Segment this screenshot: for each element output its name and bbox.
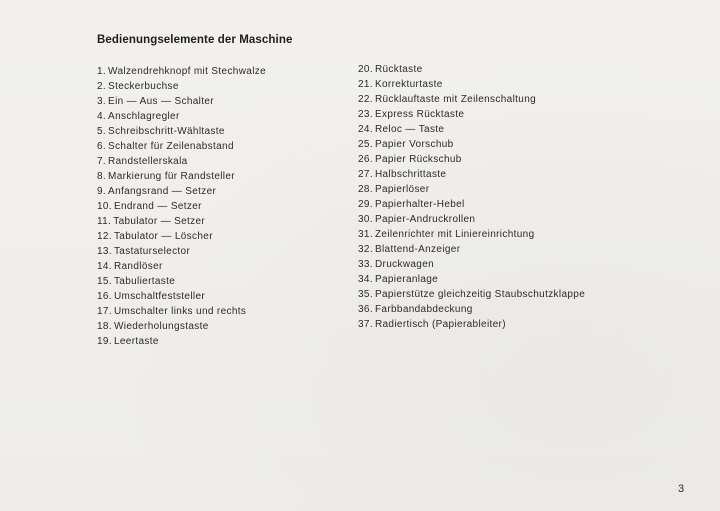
list-item <box>358 62 585 77</box>
item-number: 2. <box>97 81 107 92</box>
item-number: 21. <box>358 79 373 90</box>
list-item <box>97 259 266 274</box>
item-number: 28. <box>358 184 373 195</box>
item-number: 29. <box>358 199 373 210</box>
item-number: 26. <box>358 154 373 165</box>
controls-list-left <box>97 64 266 349</box>
item-label: Papierhalter-Hebel <box>374 199 465 210</box>
list-item <box>358 302 585 317</box>
list-item <box>97 79 266 94</box>
item-number: 13. <box>97 246 112 257</box>
item-label: Papier-Andruckrollen <box>374 214 476 225</box>
list-item <box>97 229 266 244</box>
item-number: 27. <box>358 169 373 180</box>
list-item <box>358 212 585 227</box>
list-item <box>97 214 266 229</box>
item-number: 9. <box>97 186 107 197</box>
item-number: 31. <box>358 229 373 240</box>
item-label: Blattend-Anzeiger <box>374 244 461 255</box>
list-item <box>358 122 585 137</box>
item-number: 10. <box>97 201 112 212</box>
item-label: Umschalter links und rechts <box>113 306 247 317</box>
item-label: Radiertisch (Papierableiter) <box>374 319 506 330</box>
page-heading: Bedienungselemente der Maschine <box>97 34 293 46</box>
item-label: Druckwagen <box>374 259 435 270</box>
item-number: 17. <box>97 306 112 317</box>
list-item <box>97 109 266 124</box>
item-label: Umschaltfeststeller <box>113 291 206 302</box>
item-number: 11. <box>97 216 112 227</box>
item-label: Rücklauftaste mit Zeilenschaltung <box>374 94 537 105</box>
item-number: 24. <box>358 124 373 135</box>
item-number: 35. <box>358 289 373 300</box>
page-number: 3 <box>678 483 685 495</box>
item-label: Ein — Aus — Schalter <box>108 96 214 107</box>
item-number: 14. <box>97 261 112 272</box>
item-label: Halbschrittaste <box>374 169 447 180</box>
item-number: 12. <box>97 231 112 242</box>
item-number: 1. <box>97 66 107 77</box>
list-item <box>358 227 585 242</box>
item-label: Endrand — Setzer <box>113 201 202 212</box>
item-label: Wiederholungstaste <box>113 321 209 332</box>
item-label: Leertaste <box>113 336 159 347</box>
list-item <box>97 304 266 319</box>
list-item <box>97 244 266 259</box>
item-number: 3. <box>97 96 107 107</box>
item-label: Randstellerskala <box>108 156 188 167</box>
item-number: 6. <box>97 141 107 152</box>
item-number: 7. <box>97 156 107 167</box>
item-number: 32. <box>358 244 373 255</box>
list-item <box>358 167 585 182</box>
item-number: 36. <box>358 304 373 315</box>
item-number: 16. <box>97 291 112 302</box>
item-number: 22. <box>358 94 373 105</box>
list-item <box>97 274 266 289</box>
item-number: 19. <box>97 336 112 347</box>
item-number: 33. <box>358 259 373 270</box>
item-label: Zeilenrichter mit Liniereinrichtung <box>374 229 535 240</box>
list-item <box>97 169 266 184</box>
controls-list-right <box>358 62 585 332</box>
list-item <box>358 257 585 272</box>
item-label: Rücktaste <box>374 64 423 75</box>
item-label: Tabulator — Setzer <box>113 216 206 227</box>
item-label: Tabuliertaste <box>113 276 176 287</box>
item-number: 37. <box>358 319 373 330</box>
item-label: Schreibschritt-Wähltaste <box>108 126 225 137</box>
item-number: 25. <box>358 139 373 150</box>
item-number: 8. <box>97 171 107 182</box>
list-item <box>97 319 266 334</box>
item-label: Papier Rückschub <box>374 154 462 165</box>
item-label: Express Rücktaste <box>374 109 465 120</box>
list-item <box>358 92 585 107</box>
item-number: 20. <box>358 64 373 75</box>
item-label: Tastaturselector <box>113 246 191 257</box>
list-item <box>97 289 266 304</box>
item-label: Steckerbuchse <box>108 81 179 92</box>
item-number: 15. <box>97 276 112 287</box>
list-item <box>358 242 585 257</box>
item-label: Reloc — Taste <box>374 124 445 135</box>
item-label: Papierstütze gleichzeitig Staubschutzklappe <box>374 289 586 300</box>
list-item <box>97 94 266 109</box>
item-label: Anfangsrand — Setzer <box>108 186 217 197</box>
list-item <box>358 272 585 287</box>
item-number: 34. <box>358 274 373 285</box>
item-label: Papierlöser <box>374 184 430 195</box>
item-label: Markierung für Randsteller <box>108 171 235 182</box>
item-number: 23. <box>358 109 373 120</box>
item-label: Papieranlage <box>374 274 439 285</box>
item-label: Farbbandabdeckung <box>374 304 473 315</box>
item-number: 5. <box>97 126 107 137</box>
list-item <box>358 317 585 332</box>
item-label: Schalter für Zeilenabstand <box>108 141 234 152</box>
list-item <box>358 152 585 167</box>
item-label: Papier Vorschub <box>374 139 454 150</box>
item-label: Randlöser <box>113 261 163 272</box>
item-label: Anschlagregler <box>108 111 180 122</box>
list-item <box>358 77 585 92</box>
list-item <box>97 64 266 79</box>
item-number: 30. <box>358 214 373 225</box>
list-item <box>97 199 266 214</box>
item-label: Korrekturtaste <box>374 79 443 90</box>
list-item <box>358 107 585 122</box>
item-number: 4. <box>97 111 107 122</box>
list-item <box>358 137 585 152</box>
list-item <box>358 287 585 302</box>
list-item <box>358 197 585 212</box>
item-label: Tabulator — Löscher <box>113 231 213 242</box>
list-item <box>97 184 266 199</box>
list-item <box>97 124 266 139</box>
list-item <box>97 139 266 154</box>
list-item <box>97 154 266 169</box>
item-number: 18. <box>97 321 112 332</box>
list-item <box>97 334 266 349</box>
item-label: Walzendrehknopf mit Stechwalze <box>108 66 267 77</box>
list-item <box>358 182 585 197</box>
